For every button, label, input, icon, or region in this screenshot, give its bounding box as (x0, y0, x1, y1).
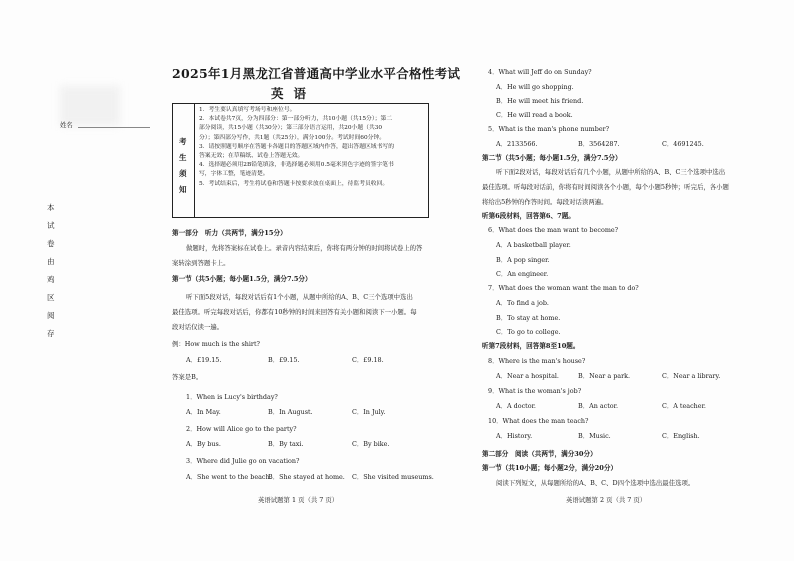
part2-desc: 阅读下列短文，从每题所给的A、B、C、D四个选项中选出最佳选项。 (496, 479, 695, 487)
option: C．By bike. (352, 440, 390, 448)
option: A．In May. (186, 408, 221, 416)
side-char: 存 (47, 329, 55, 338)
option: A．To find a job. (496, 299, 549, 307)
section1-desc: 最佳选项。听完每段对话后，你都有10秒钟的时间来回答有关小题和阅读下一小题。每 (172, 308, 417, 316)
name-field-line (78, 127, 150, 128)
part1-title: 第一部分 听力（共两节，满分15分） (172, 229, 287, 237)
notice-label-char: 考 (179, 137, 187, 146)
option: A．By bus. (186, 440, 221, 448)
question: 7．What does the woman want the man to do? (488, 284, 639, 292)
option: C．To go to college. (496, 328, 561, 336)
side-char: 由 (47, 257, 55, 266)
option: C．An engineer. (496, 270, 549, 278)
section2-title: 第二节（共5小题；每小题1.5分，满分7.5分） (482, 154, 622, 162)
notice-item: 写，字体工整，笔迹清楚。 (199, 171, 269, 178)
question: 3．Where did Julie go on vacation? (186, 457, 300, 465)
option: A．History. (496, 432, 533, 440)
notice-item: 答案无效；在草稿纸、试卷上答题无效。 (199, 153, 304, 160)
option: B．An actor. (578, 402, 619, 410)
blurred-stamp-area (60, 86, 120, 126)
option: A．A basketball player. (496, 241, 571, 249)
question: 6．What does the man want to become? (488, 226, 619, 234)
option: B．3564287. (578, 140, 620, 148)
option: A．A doctor. (496, 402, 536, 410)
question: 10．What does the man teach? (488, 417, 589, 425)
example-option: B．£9.15. (268, 356, 300, 364)
page-footer: 英语试题第 2 页（共 7 页） (566, 496, 647, 504)
option: A．2133566. (496, 140, 538, 148)
notice-item: 4．选择题必须用2B铅笔填涂，非选择题必须用0.5毫米黑色字迹的签字笔书 (199, 162, 394, 169)
example-option: A．£19.15. (186, 356, 222, 364)
option: B．He will meet his friend. (496, 97, 584, 105)
notice-label-column (173, 104, 195, 217)
option: C．In July. (352, 408, 386, 416)
option: A．He will go shopping. (496, 83, 574, 91)
option: B．Near a park. (578, 372, 631, 380)
option: C．He will read a book. (496, 111, 573, 119)
option: B．A pop singer. (496, 256, 550, 264)
question: 2．How will Alice go to the party? (186, 425, 297, 433)
part1-intro: 做题时，先将答案标在试卷上。录音内容结束后，你将有两分钟的时间将试卷上的答 (186, 244, 423, 252)
exam-title: 2025年1月黑龙江省普通高中学业水平合格性考试 (172, 66, 461, 81)
option: C．4691245. (662, 140, 704, 148)
section1-title: 第一节（共5小题；每小题1.5分，满分7.5分） (172, 275, 312, 283)
side-char: 区 (47, 293, 55, 302)
question: 4．What will Jeff do on Sunday? (488, 68, 592, 76)
side-char: 卷 (47, 239, 55, 248)
side-char: 本 (47, 203, 55, 212)
section1-desc: 段对话仅读一遍。 (172, 323, 224, 331)
option: B．To stay at home. (496, 314, 561, 322)
question: 1．When is Lucy's birthday? (186, 393, 278, 401)
material-instruction: 听第6段材料，回答第6、7题。 (482, 212, 575, 220)
notice-item: 分）；第四部分写作，共1题（共25分），满分100分。考试时间60分钟。 (199, 134, 386, 141)
side-char: 阅 (47, 311, 55, 320)
section2-desc: 听下面2段对话，每段对话后有几个小题，从题中所给的A、B、C三个选项中选出 (496, 168, 726, 176)
notice-item: 3．请按照题号顺序在答题卡各题目的答题区域内作答，超出答题区域书写的 (199, 143, 394, 150)
side-char: 鸡 (47, 275, 55, 284)
question: 9．What is the woman's job? (488, 387, 582, 395)
subject-title: 英语 (271, 86, 317, 101)
option: A．Near a hospital. (496, 372, 559, 380)
option: C．A teacher. (662, 402, 706, 410)
part2-section1-title: 第一节（共10小题；每小题2分，满分20分） (482, 464, 618, 472)
option: C．Near a library. (662, 372, 721, 380)
notice-item: 1．考生要认真填写考场号和座位号。 (199, 107, 296, 113)
part2-title: 第二部分 阅读（共两节，满分30分） (482, 450, 597, 458)
question: 5．What is the man's phone number? (488, 125, 610, 133)
option: B．She stayed at home. (268, 473, 345, 481)
option: B．By taxi. (268, 440, 304, 448)
part1-intro: 案转涂到答题卡上。 (172, 259, 230, 267)
option: B．In August. (268, 408, 313, 416)
question: 8．Where is the man's house? (488, 357, 586, 365)
option: C．English. (662, 432, 700, 440)
name-field-label: 姓名 (60, 121, 73, 129)
option: B．Music. (578, 432, 611, 440)
material-instruction: 听第7段材料，回答第8至10题。 (482, 342, 580, 350)
notice-item: 2．本试卷共7页，分为四部分：第一部分听力，共10小题（共15分）；第二 (199, 116, 393, 123)
notice-list (199, 106, 394, 189)
section1-desc: 听下面5段对话，每段对话后有1个小题，从题中所给的A、B、C三个选项中选出 (186, 293, 413, 301)
candidate-notice-box (172, 103, 429, 218)
example-question: 例：How much is the shirt? (172, 340, 260, 348)
side-char: 试 (47, 221, 55, 230)
notice-label-char: 生 (179, 153, 187, 162)
option: C．She visited museums. (352, 473, 434, 481)
section2-desc: 最佳选项。听每段对话前，你将有时间阅读各个小题，每个小题5秒钟；听完后，各小题 (482, 183, 729, 191)
notice-item: 部分阅读，共15小题（共30分）；第三部分语言运用，共20小题（共30 (199, 125, 383, 132)
notice-label-char: 知 (179, 185, 187, 194)
page-footer: 英语试题第 1 页（共 7 页） (258, 496, 339, 504)
section2-desc: 将给出5秒钟的作答时间。每段对话读两遍。 (482, 198, 608, 206)
option: A．She went to the beach. (186, 473, 272, 481)
notice-item: 5．考试结束后，考生将试卷和答题卡按要求放在桌面上，待监考员收回。 (199, 180, 389, 187)
example-option: C．£9.18. (352, 356, 384, 364)
example-answer: 答案是B。 (172, 373, 203, 381)
notice-label-char: 须 (179, 169, 187, 178)
